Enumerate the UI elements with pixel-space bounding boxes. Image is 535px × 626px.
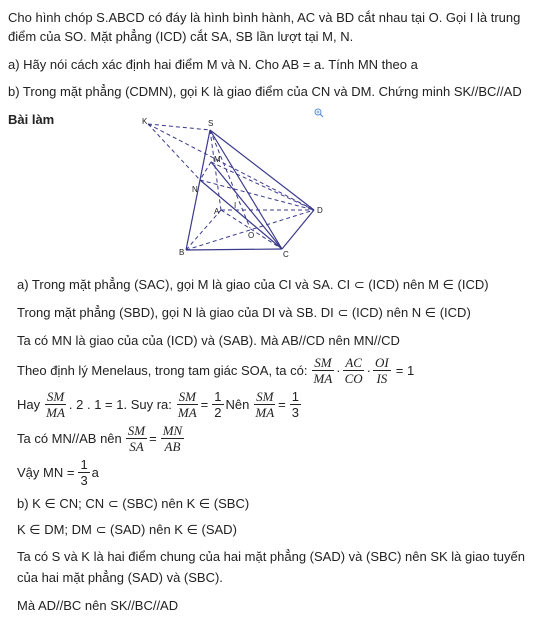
solution-b5: Mà AD//BC nên SK//BC//AD <box>17 598 179 613</box>
edge-BC <box>186 249 282 250</box>
edge-AC <box>221 210 282 249</box>
edge-SA <box>210 130 221 210</box>
solution-a1: a) Trong mặt phẳng (SAC), gọi M là giao của CI và SA. CI ⊂ (ICD) nên M ∈ (ICD) <box>17 277 489 292</box>
edge-BD <box>186 210 314 250</box>
edge-SC <box>210 130 282 249</box>
label-C: C <box>283 250 289 259</box>
edge-SD <box>210 130 314 210</box>
edge-MC <box>211 162 282 249</box>
label-I: I <box>234 201 237 210</box>
label-N: N <box>192 185 198 194</box>
problem-line-2: điểm của SO. Mặt phẳng (ICD) cắt SA, SB lần lượt tại M, N. <box>8 29 354 44</box>
problem-line-1: Cho hình chóp S.ABCD có đáy là hình bình hành, AC và BD cắt nhau tại O. Gọi I là trung <box>8 10 521 25</box>
edge-CD <box>282 210 314 249</box>
solution-b4: của hai mặt phẳng (SAD) và (SBC). <box>17 570 223 585</box>
solution-b2: K ∈ DM; DM ⊂ (SAD) nên K ∈ (SAD) <box>17 522 237 537</box>
label-S: S <box>208 119 214 128</box>
label-D: D <box>317 206 323 215</box>
label-B: B <box>179 248 185 257</box>
solution-b3: Ta có S và K là hai điểm chung của hai mặt phẳng (SAD) và (SBC) nên SK là giao tuyến <box>17 549 525 564</box>
edge-SB <box>186 130 210 250</box>
menelaus-line: Theo định lý Menelaus, trong tam giác SOA, ta có: $\frac{SM}{MA}$ · $\frac{AC}{CO}$ · $\frac{OI}{IS}$ = 1 <box>17 354 415 386</box>
parallel-ratio-line: Ta có MN//AB nên $\frac{SM}{SA}$ = $\frac{MN}{AB}$ <box>17 422 183 454</box>
result-line: Vậy MN = $\frac{1}{3}$ a <box>17 456 99 488</box>
problem-part-a: a) Hãy nói cách xác định hai điểm M và N. Cho AB = a. Tính MN theo a <box>8 57 418 72</box>
edge-KC <box>148 124 200 180</box>
solution-a2: Trong mặt phẳng (SBD), gọi N là giao của DI và SB. DI ⊂ (ICD) nên N ∈ (ICD) <box>17 305 471 320</box>
label-M: M <box>214 155 221 164</box>
label-K: K <box>142 117 148 126</box>
pyramid-figure <box>134 114 334 259</box>
ratio-line: Hay $\frac{SM}{MA}$ . 2 . 1 = 1. Suy ra: $\frac{SM}{MA}$ = $\frac{1}{2}$ Nên $\frac{SM}{MA}$ = $\frac{1}{3}$ <box>17 388 299 420</box>
edge-KD <box>148 124 314 210</box>
solution-a3: Ta có MN là giao của của (ICD) và (SAB). Mà AB//CD nên MN//CD <box>17 333 400 348</box>
problem-part-b: b) Trong mặt phẳng (CDMN), gọi K là giao điểm của CN và DM. Chứng minh SK//BC//AD <box>8 84 522 99</box>
solution-b1: b) K ∈ CN; CN ⊂ (SBC) nên K ∈ (SBC) <box>17 496 250 511</box>
label-A: A <box>214 207 220 216</box>
label-O: O <box>248 231 255 240</box>
edge-AB <box>186 210 221 250</box>
solution-heading: Bài làm <box>8 112 55 127</box>
